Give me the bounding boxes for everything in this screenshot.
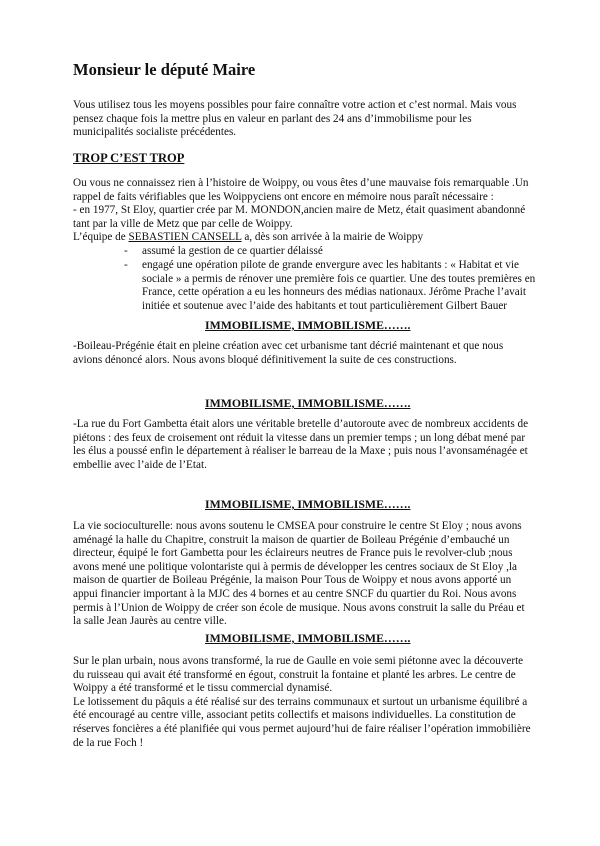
text-line: La vie socioculturelle: nous avons soutenu le CMSEA pour construire le centre St Eloy ; nous avons xyxy=(73,520,522,532)
text-line: permis à l’Union de Woippy de créer son école de musique. Nous avons construit la salle du Préau et xyxy=(73,601,525,614)
section-heading-immobilisme: IMMOBILISME, IMMOBILISME……. xyxy=(205,497,411,511)
bullet-line: engagé une opération pilote de grande envergure avec les habitants : « Habitat et vie xyxy=(142,259,519,271)
section-paragraph xyxy=(73,418,528,472)
text-line: réserves foncières a été planifiée qui vous permet aujourd’hui de faire réaliser l’opération immobilière xyxy=(73,722,531,735)
intro-line: Vous utilisez tous les moyens possibles pour faire connaître votre action et c’est normal. Mais vous xyxy=(73,99,517,111)
trop-line: Ou vous ne connaissez rien à l’histoire de Woippy, ou vous êtes d’une mauvaise fois remarquable .Un xyxy=(73,177,529,189)
section-paragraph xyxy=(73,520,525,629)
section-heading-trop: TROP C’EST TROP xyxy=(73,151,185,165)
trop-line: - en 1977, St Eloy, quartier crée par M. MONDON,ancien maire de Metz, était quasiment abandonné xyxy=(73,204,526,217)
bullet-dash: - xyxy=(124,259,128,271)
page-title: Monsieur le député Maire xyxy=(73,60,256,79)
bullet-dash: - xyxy=(124,245,128,257)
text-line: directeur, équipé le fort Gambetta pour les éclaireurs neutres de France puis le revolver-club ;nous xyxy=(73,547,513,560)
bullet-line: initiée et soutenue avec l’aide des habitants et tout particulièrement Gilbert Bauer xyxy=(142,299,508,312)
text-line: été encouragé au centre ville, associant petits collectifs et maisons individuelles. La constitution de xyxy=(73,709,516,722)
text-line: -Boileau-Prégénie était en pleine création avec cet urbanisme tant décrié maintenant et que nous xyxy=(73,340,504,352)
text-line: maison de quartier de Boileau Prégénie, la maison Pour Tous de Woippy et nous avons apporté un xyxy=(73,574,512,587)
trop-paragraph xyxy=(73,177,529,245)
text-line: Le lotissement du pâquis a été réalisé sur des terrains communaux et surtout un urbanisme équilibré a xyxy=(73,695,528,708)
trop-line: tant par la ville de Metz que par celle de Woippy. xyxy=(73,217,293,230)
section-paragraph xyxy=(73,655,531,750)
intro-line: municipalités socialiste précédentes. xyxy=(73,126,237,139)
intro-paragraph xyxy=(73,99,516,140)
section-heading-immobilisme: IMMOBILISME, IMMOBILISME……. xyxy=(205,631,411,645)
intro-line: pensez chaque fois la mettre plus en valeur en parlant des 24 ans d’immobilisme pour les xyxy=(73,112,472,125)
mayor-name: SEBASTIEN CANSELL xyxy=(128,231,242,244)
bullet-line: France, cette opération a eu les honneurs des médias nationaux. Jérôme Prache l’avait xyxy=(142,286,526,299)
section-paragraph xyxy=(73,340,503,367)
bullet-line: assumé la gestion de ce quartier délaissé xyxy=(142,245,323,257)
text-line: de la rue Foch ! xyxy=(73,736,144,749)
text-line: aménagé la halle du Chapitre, construit la maison de quartier de Boileau Prégénie d’embauché un xyxy=(73,533,510,546)
text-line: piétons : des feux de croisement ont réduit la vitesse dans un premier temps ; un long débat mené par xyxy=(73,431,526,444)
section-heading-immobilisme: IMMOBILISME, IMMOBILISME……. xyxy=(205,396,411,410)
section-heading-immobilisme: IMMOBILISME, IMMOBILISME……. xyxy=(205,318,411,332)
text-line: Sur le plan urbain, nous avons transformé, la rue de Gaulle en voie semi piétonne avec la découverte xyxy=(73,655,524,667)
text-line: -La rue du Fort Gambetta était alors une véritable bretelle d’autoroute avec de nombreux accidents de xyxy=(73,418,529,430)
text-line: avons mené une politique volontariste qui à permis de développer les centres sociaux de St Eloy ,la xyxy=(73,560,517,573)
trop-line: rappel de faits vérifiables que les Woippyciens ont encore en mémoire nous paraît nécessaire : xyxy=(73,190,494,203)
bullet-line: sociale » a permis de rénover une première fois ce quartier. Une des toutes premières en xyxy=(142,272,536,285)
text-line: avions dénoncé alors. Nous avons bloqué définitivement la suite de ces constructions. xyxy=(73,353,457,366)
text-line: les élus a poussé enfin le département à réaliser le barreau de la Maxe ; puis nous l’avonsaménagée et xyxy=(73,445,528,458)
equipe-line: L’équipe de SEBASTIEN CANSELL a, dès son arrivée à la mairie de Woippy xyxy=(73,231,424,244)
text-line: la salle Jean Jaurès au centre ville. xyxy=(73,615,227,628)
text-line: Woippy a été transformé et le tissu commercial dynamisé. xyxy=(73,682,333,695)
text-line: appui financier important à la MJC des 4 bornes et au centre SNCF du quartier du Roi. Nous avons xyxy=(73,587,517,600)
text-line: du ruisseau qui avait été transformé en égout, construit la fontaine et planté les arbres. Le centre de xyxy=(73,668,516,681)
text-line: embellie avec l’aide de l’Etat. xyxy=(73,458,207,471)
